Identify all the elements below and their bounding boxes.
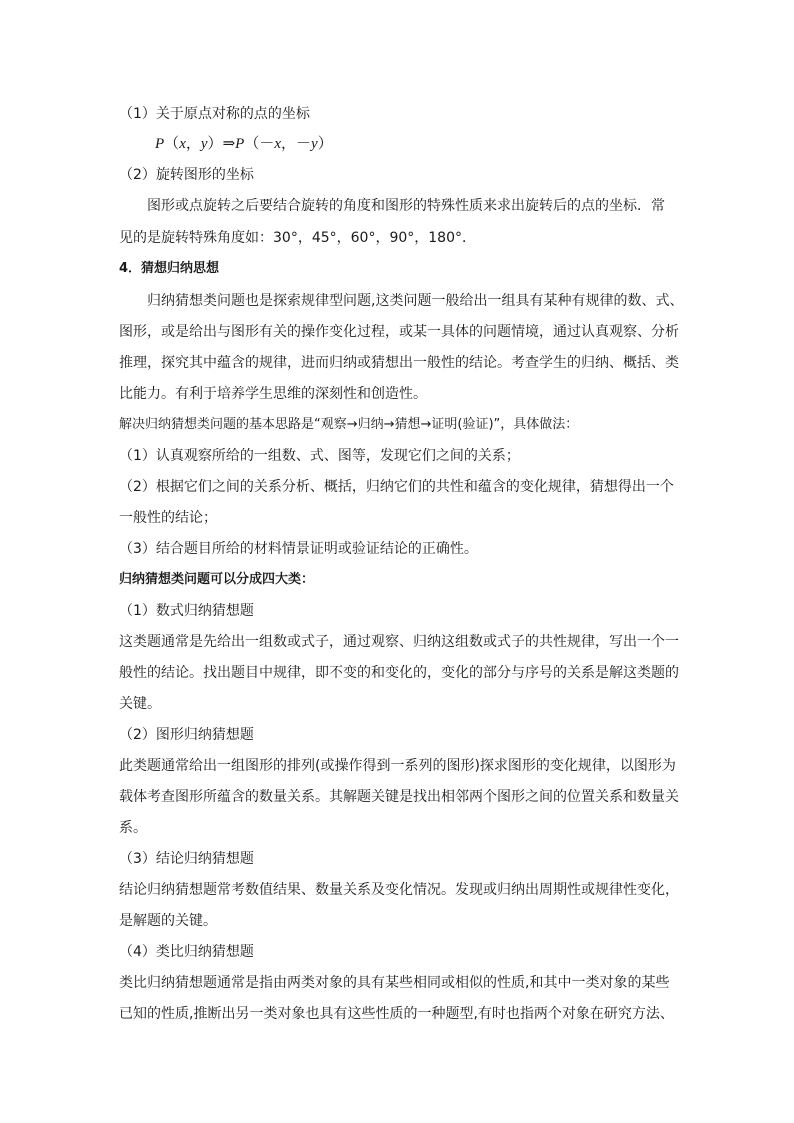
step-2-line-2: 一般性的结论； xyxy=(119,510,217,526)
step-3: （3）结合题目所给的材料情景证明或验证结论的正确性。 xyxy=(119,541,478,557)
category-4-line-1: 类比归纳猜想题通常是指由两类对象的具有某些相同或相似的性质,和其中一类对象的某些 xyxy=(119,975,670,991)
category-1-line-1: 这类题通常是先给出一组数或式子，通过观察、归纳这组数或式子的共性规律，写出一个一 xyxy=(119,634,679,650)
formula-y2: y xyxy=(311,136,318,152)
formula-p1: P xyxy=(155,136,165,152)
sub2-heading: （2）旋转图形的坐标 xyxy=(119,167,254,183)
intro-line-2: 图形，或是给出与图形有关的操作变化过程，或某一具体的问题情境，通过认真观察、分析 xyxy=(119,324,679,340)
formula-implies: ⇒ xyxy=(222,136,236,152)
formula-x1: x xyxy=(179,136,186,152)
formula-p2: P xyxy=(235,136,245,152)
intro-line-4: 比能力。有利于培养学生思维的深刻性和创造性。 xyxy=(119,386,427,402)
category-1-line-3: 关键。 xyxy=(119,696,161,712)
formula-comma-1: ， xyxy=(185,136,201,152)
category-2-heading: （2）图形归纳猜想题 xyxy=(119,727,254,743)
intro-line-1: 归纳猜想类问题也是探索规律型问题,这类问题一般给出一组具有某种有规律的数、式、 xyxy=(147,293,684,309)
category-3-heading: （3）结论归纳猜想题 xyxy=(119,851,254,867)
rotation-text-line-2: 见的是旋转特殊角度如：30°，45°，60°，90°，180°． xyxy=(119,230,476,246)
sub1-heading: （1）关于原点对称的点的坐标 xyxy=(119,106,310,122)
intro-line-3: 推理，探究其中蕴含的规律，进而归纳或猜想出一般性的结论。考查学生的归纳、概括、类 xyxy=(119,355,679,371)
category-1-line-2: 般性的结论。找出题目中规律，即不变的和变化的，变化的部分与序号的关系是解这类题的 xyxy=(119,665,679,681)
category-4-line-2: 已知的性质,推断出另一类对象也具有这些性质的一种题型,有时也指两个对象在研究方法、 xyxy=(119,1006,674,1022)
formula-comma-2: ，－ xyxy=(281,136,312,152)
category-3-line-2: 是解题的关键。 xyxy=(119,913,217,929)
symmetry-formula xyxy=(155,134,730,154)
categories-title: 归纳猜想类问题可以分成四大类： xyxy=(119,572,315,587)
rotation-text-line-1: 图形或点旋转之后要结合旋转的角度和图形的特殊性质来求出旋转后的点的坐标．常 xyxy=(147,198,665,214)
formula-open-1: （ xyxy=(164,136,180,152)
formula-close-2: ） xyxy=(317,136,333,152)
category-2-line-2: 载体考查图形所蕴含的数量关系。其解题关键是找出相邻两个图形之间的位置关系和数量关 xyxy=(119,789,679,805)
section-4-title: 4．猜想归纳思想 xyxy=(119,261,220,276)
formula-open-2: （－ xyxy=(244,136,275,152)
formula-y1: y xyxy=(200,136,208,152)
method-line: 解决归纳猜想类问题的基本思路是“观察→归纳→猜想→证明(验证)”，具体做法： xyxy=(119,417,579,432)
category-4-heading: （4）类比归纳猜想题 xyxy=(119,944,254,960)
formula-close-1: ） xyxy=(207,136,223,152)
category-1-heading: （1）数式归纳猜想题 xyxy=(119,603,254,619)
step-1: （1）认真观察所给的一组数、式、图等，发现它们之间的关系； xyxy=(119,448,520,464)
category-2-line-3: 系。 xyxy=(119,820,147,836)
category-2-line-1: 此类题通常给出一组图形的排列(或操作得到一系列的图形)探求图形的变化规律，以图形为 xyxy=(119,758,676,774)
step-2-line-1: （2）根据它们之间的关系分析、概括，归纳它们的共性和蕴含的变化规律，猜想得出一个 xyxy=(119,479,674,495)
category-3-line-1: 结论归纳猜想题常考数值结果、数量关系及变化情况。发现或归纳出周期性或规律性变化， xyxy=(119,882,679,898)
formula-x2: x xyxy=(274,136,281,152)
